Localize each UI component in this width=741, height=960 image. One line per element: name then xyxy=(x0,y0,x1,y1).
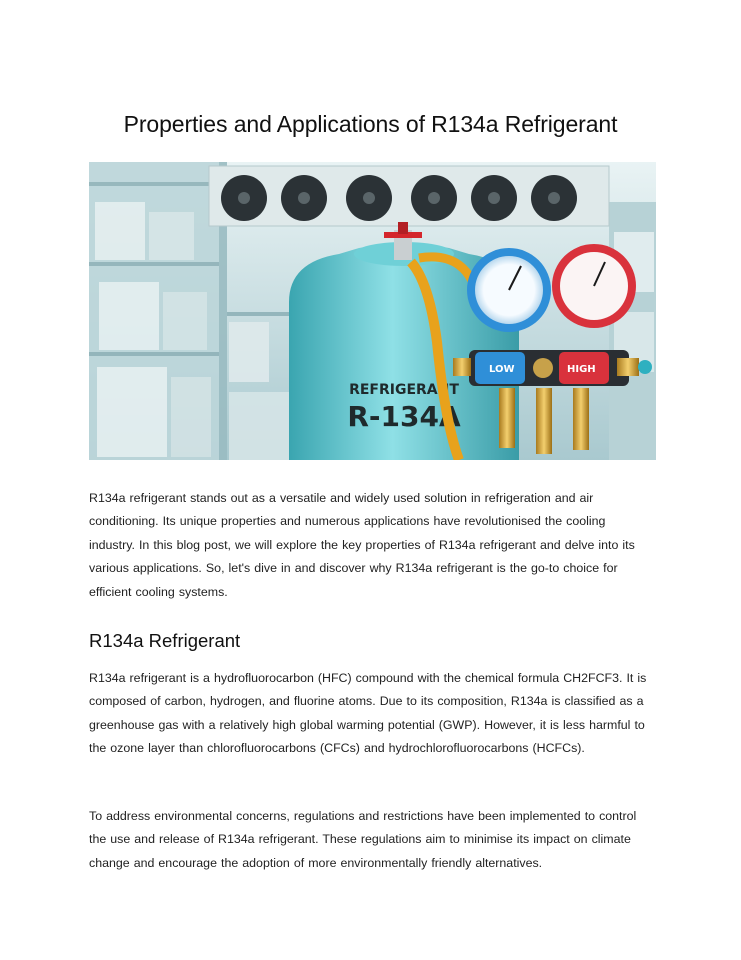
gauge-low-label: LOW xyxy=(489,364,515,375)
can-label-line1: REFRIGERANT xyxy=(349,382,459,398)
can-label-line2: R-134A xyxy=(347,400,461,433)
section-heading: R134a Refrigerant xyxy=(89,630,241,651)
gauge-high-label: HIGH xyxy=(567,364,596,375)
intro-paragraph: R134a refrigerant stands out as a versatile and widely used solution in refrigeration and air conditioning. Its unique properties and numerous applications have revolutionised the cooling industry. In this blog post, we will explore the key properties of R134a refrigerant and delve into its various applications. So, let's dive in and discover why R134a refrigerant is the go-to choice for efficient cooling systems. xyxy=(89,491,635,599)
hero-image xyxy=(89,162,656,460)
section-paragraph-2: To address environmental concerns, regulations and restrictions have been implemented to control the use and release of R134a refrigerant. These regulations aim to minimise its impact on climate change and encourage the adoption of more environmentally friendly alternatives. xyxy=(89,809,637,870)
fan-units xyxy=(209,166,609,226)
refrigerant-illustration xyxy=(89,162,656,460)
section-paragraph-1: R134a refrigerant is a hydrofluorocarbon (HFC) compound with the chemical formula CH2FCF3. It is composed of carbon, hydrogen, and fluorine atoms. Due to its composition, R134a is classified as a greenhouse gas with a relatively high global warming potential (GWP). However, it is less harmful to the ozone layer than chlorofluorocarbons (CFCs) and hydrochlorofluorocarbons (HCFCs). xyxy=(89,671,647,756)
page-title: Properties and Applications of R134a Refrigerant xyxy=(123,111,618,137)
